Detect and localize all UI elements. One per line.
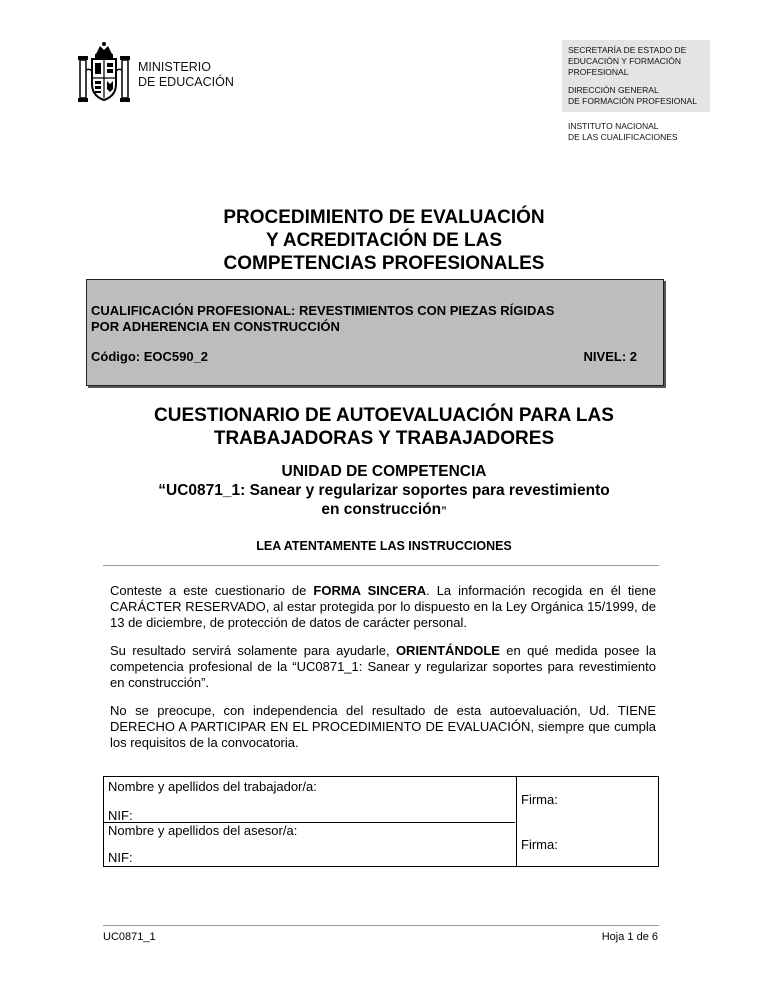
divider [103, 565, 659, 566]
qualification-box [86, 279, 664, 386]
qualification-name [91, 303, 657, 335]
directorate-line: DIRECCIÓN GENERAL [568, 85, 659, 95]
secretariat-line: PROFESIONAL [568, 67, 629, 77]
competency-unit [0, 462, 768, 521]
paragraph-text: Su resultado servirá solamente para ayudarle, [110, 643, 396, 658]
code-value: : EOC590_2 [135, 349, 209, 364]
ministry-line: DE EDUCACIÓN [138, 75, 234, 89]
qualification-code [91, 349, 208, 365]
paragraph-emphasis: FORMA SINCERA [313, 583, 427, 598]
title-line: COMPETENCIAS PROFESIONALES [223, 253, 545, 274]
code-label: Código [91, 349, 136, 364]
title-line: Y ACREDITACIÓN DE LAS [265, 230, 503, 251]
instruction-paragraph-2 [110, 643, 656, 691]
instructions-heading: LEA ATENTAMENTE LAS INSTRUCCIONES [256, 539, 512, 553]
qualification-name-line: CUALIFICACIÓN PROFESIONAL: REVESTIMIENTOS CON PIEZAS RÍGIDAS [91, 303, 555, 318]
institute-block [562, 112, 710, 148]
footer-divider [103, 925, 659, 926]
document-title [0, 206, 768, 275]
worker-nif-field[interactable]: NIF: [108, 808, 133, 823]
advisor-signature-field[interactable]: Firma: [521, 837, 558, 852]
secretariat-block [562, 40, 710, 83]
ministry-name [138, 60, 234, 90]
directorate-line: DE FORMACIÓN PROFESIONAL [568, 96, 697, 106]
page-number: Hoja 1 de 6 [601, 931, 658, 943]
instruction-paragraph-3: No se preocupe, con independencia del resultado de esta autoevaluación, Ud. TIENE DERECHO A PARTICIPAR EN EL PROCEDIMIENTO DE EVALUACIÓN, siempre que cumpla los requisitos de la convocatoria. [110, 703, 656, 750]
instruction-paragraph-1 [110, 583, 656, 631]
title-line: PROCEDIMIENTO DE EVALUACIÓN [223, 207, 545, 228]
unit-title-line [0, 500, 768, 521]
unit-title-line: “UC0871_1: Sanear y regularizar soportes para revestimiento [158, 482, 610, 499]
secretariat-line: SECRETARÍA DE ESTADO DE [568, 45, 687, 55]
issuing-bodies [562, 40, 710, 148]
secretariat-line: EDUCACIÓN Y FORMACIÓN [568, 56, 682, 66]
paragraph-text: en qué medida posee la competencia profesional de la “UC0871_1: Sanear y regularizar soportes para revestimiento en construcción”. [110, 643, 656, 690]
qualification-level: NIVEL: 2 [583, 349, 637, 364]
table-divider [516, 777, 517, 866]
institute-line: DE LAS CUALIFICACIONES [568, 132, 678, 142]
worker-signature-field[interactable]: Firma: [521, 792, 558, 807]
unit-closing-quote: ” [441, 505, 447, 517]
institute-line: INSTITUTO NACIONAL [568, 121, 659, 131]
ministry-line: MINISTERIO [138, 60, 211, 74]
directorate-block [562, 83, 710, 112]
questionnaire-title [0, 404, 768, 450]
coat-of-arms-icon [76, 40, 132, 110]
paragraph-text: Conteste a este cuestionario de [110, 583, 314, 598]
advisor-nif-field[interactable]: NIF: [108, 850, 133, 865]
unit-heading: UNIDAD DE COMPETENCIA [281, 463, 487, 480]
footer-unit-code: UC0871_1 [103, 931, 156, 943]
qualification-name-line: POR ADHERENCIA EN CONSTRUCCIÓN [91, 319, 340, 334]
signature-table [103, 776, 659, 867]
unit-title-text: en construcción [321, 501, 442, 518]
questionnaire-title-line: CUESTIONARIO DE AUTOEVALUACIÓN PARA LAS [154, 405, 614, 426]
paragraph-text: . La información recogida en él tiene CARÁCTER RESERVADO, al estar protegida por lo dispuesto en la Ley Orgánica 15/1999, de 13 de diciembre, de protección de datos de carácter personal. [110, 583, 657, 630]
paragraph-emphasis: ORIENTÁNDOLE [395, 643, 500, 658]
advisor-name-field[interactable]: Nombre y apellidos del asesor/a: [108, 823, 298, 838]
worker-name-field[interactable]: Nombre y apellidos del trabajador/a: [108, 779, 317, 794]
questionnaire-title-line: TRABAJADORAS Y TRABAJADORES [213, 428, 555, 449]
